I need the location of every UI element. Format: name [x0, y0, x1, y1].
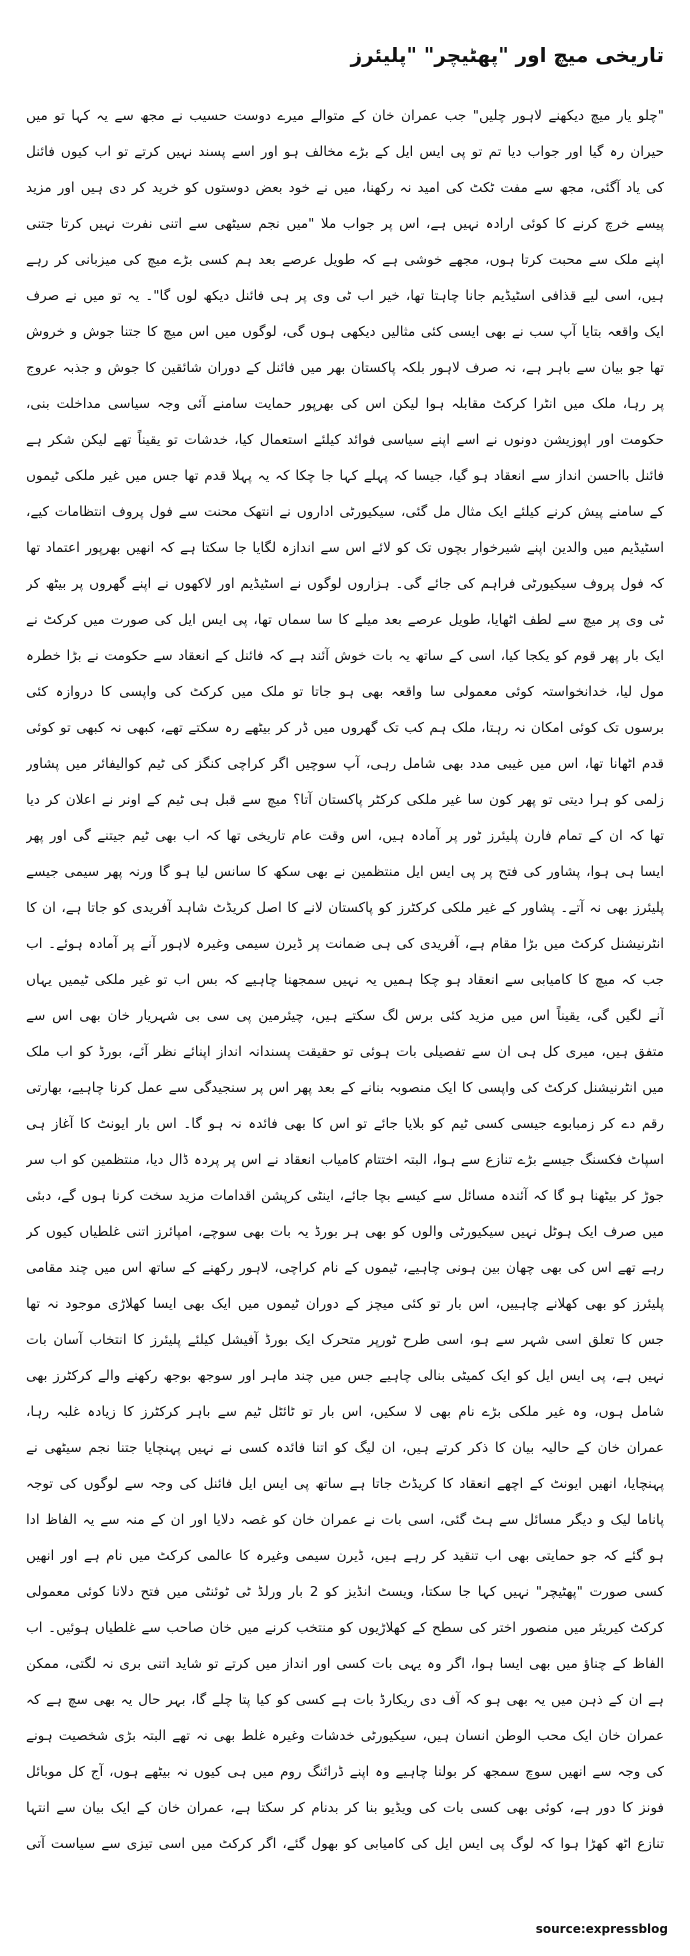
source-credit: source:expressblog [535, 1922, 668, 1936]
article-paragraph-1: "چلو یار میچ دیکھنے لاہور چلیں" جب عمران خان کے متوالے میرے دوست حسیب نے مجھ سے یہ کہا تو میں حیران رہ گیا اور جواب دیا تم تو پی ایس ایل کے بڑے مخالف ہو اور اسے پسند نہیں کرتے تو اب کیوں فائنل کی یاد آگئی، مجھ سے مفت ٹکٹ کی امید نہ رکھنا، میں نے خود بعض دوستوں کو خرید کر دی ہیں اور مزید پیسے خرچ کرنے کا کوئی ارادہ نہیں ہے، اس پر جواب ملا "میں نجم سیٹھی سے اتنی نفرت نہیں کرتا جتنی اپنے ملک سے محبت کرتا ہوں، مجھے خوشی ہے کہ طویل عرصے بعد ہم کسی بڑے میچ کی میزبانی کر رہے ہیں، اسی لیے قذافی اسٹیڈیم جانا چاہتا تھا، خیر اب ٹی وی پر ہی فائنل دیکھ لوں گا"۔ یہ تو میں نے صرف ایک واقعہ بتایا آپ سب نے بھی ایسی کئی مثالیں دیکھی ہوں گی، لوگوں میں اس میچ کا جتنا جوش و خروش تھا جو بیان سے باہر ہے، نہ صرف لاہور بلکہ پاکستان بھر میں فائنل کے دوران شائقین کا جوش و جذبہ عروج پر رہا، ملک میں انٹرا کرکٹ مقابلہ ہوا لیکن اس کی بھرپور حمایت سامنے آئی وجہ سیاسی مداخلت بنی، حکومت اور اپوزیشن دونوں نے اسے اپنے سیاسی فوائد کیلئے استعمال کیا، خدشات تو یقیناً تھے لیکن شکر ہے فائنل بااحسن انداز سے انعقاد ہو گیا، جیسا کہ پہلے کہا جا چکا کہ یہ پہلا قدم تھا جس میں غیر ملکی ٹیموں کے سامنے پیش کرنے کیلئے ایک مثال مل گئی، سیکیورٹی اداروں نے انتھک محنت سے فول پروف انتظامات کیے، اسٹیڈیم میں والدین اپنے شیرخوار بچوں تک کو لائے اس سے اندازہ لگایا جا سکتا ہے کہ انھیں بھرپور اعتماد تھا کہ فول پروف سیکیورٹی فراہم کی جائے گی۔ ہزاروں لوگوں نے اسٹیڈیم اور لاکھوں نے اپنے گھروں پر بیٹھ کر ٹی وی پر میچ سے لطف اٹھایا، طویل عرصے بعد میلے کا سا سماں تھا، پی ایس ایل کی صورت میں کرکٹ نے ایک بار پھر قوم کو یکجا کیا، اسی کے ساتھ یہ بات خوش آئند ہے کہ فائنل کے انعقاد سے حکومت نے بڑا خطرہ مول لیا، خدانخواستہ کوئی معمولی سا واقعہ بھی ہو جاتا تو ملک میں کرکٹ کی واپسی کا دروازہ کئی برسوں تک کوئی امکان نہ رہتا، ملک ہم کب تک گھروں میں ڈر کر بیٹھے رہ سکتے تھے، کبھی نہ کبھی تو کوئی قدم اٹھانا تھا، اس میں غیبی مدد بھی شامل رہی، آپ سوچیں اگر کراچی کنگز کی ٹیم کوالیفائر میں پشاور زلمی کو ہرا دیتی تو پھر کون سا غیر ملکی کرکٹر پاکستان آتا؟ میچ سے قبل ہی ٹیم کے اونر نے اعلان کر دیا تھا کہ ان کے تمام فارن پلیئرز ٹور پر آمادہ ہیں، اس وقت عام تاریخی تھا کہ اب بھی ٹیم جیتنے گی اور پھر ایسا ہی ہوا، پشاور کی فتح پر پی ایس ایل منتظمین نے بھی سکھ کا سانس لیا ہو گا ورنہ پھر سیمی جیسے پلیئرز بھی نہ آتے۔ پشاور کے غیر ملکی کرکٹرز کو پاکستان لانے کا اصل کریڈٹ شاہد آفریدی کو جاتا ہے، ان کا انٹرنیشنل کرکٹ میں بڑا مقام ہے، آفریدی کی ہی ضمانت پر ڈیرن سیمی وغیرہ لاہور آنے پر آمادہ ہوئے۔ اب جب کہ میچ کا کامیابی سے انعقاد ہو چکا ہمیں یہ نہیں سمجھنا چاہیے کہ بس اب تو غیر ملکی ٹیمیں یہاں آنے لگیں گی، یقیناً اس میں مزید کئی برس لگ سکتے ہیں، چیئرمین پی سی بی شہریار خان بھی اس سے متفق ہیں، میری کل ہی ان سے تفصیلی بات ہوئی تو حقیقت پسندانہ انداز اپنائے نظر آئے، بورڈ کو اب ملک میں انٹرنیشنل کرکٹ کی واپسی کا ایک منصوبہ بنانے کے بعد پھر اس پر سنجیدگی سے عمل کرنا چاہیے، بھارتی رقم دے کر زمبابوے جیسی کسی ٹیم کو بلایا جائے تو اس کا بھی فائدہ نہ ہو گا۔ اس بار ایونٹ کا آغاز ہی اسپاٹ فکسنگ جیسے بڑے تنازع سے ہوا، البتہ اختتام کامیاب انعقاد نے اس پر پردہ ڈال دیا، منتظمین کو اب سر جوڑ کر بیٹھنا ہو گا کہ آئندہ مسائل سے کیسے بچا جائے، اینٹی کرپشن اقدامات مزید سخت کرنا ہوں گے، دبئی میں صرف ایک ہوٹل نہیں سیکیورٹی والوں کو بھی ہر بورڈ یہ بات بھی سوچے، امپائرز اتنی غلطیاں کیوں کر رہے تھے اس کی بھی چھان بین ہونی چاہیے، ٹیموں کے نام کراچی، لاہور رکھنے کے ساتھ اس میں چند مقامی پلیئرز کو بھی کھلانے چاہییں، اس بار تو کئی میچز کے دوران ٹیموں میں ایک بھی ایسا کھلاڑی موجود نہ تھا جس کا تعلق اسی شہر سے ہو، اسی طرح ٹورپر متحرک ایک بورڈ آفیشل کیلئے پلیئرز کا انتخاب آسان بات نہیں ہے، پی ایس ایل کو ایک کمیٹی بنالی چاہیے جس میں چند ماہر اور سوجھ بوجھ رکھنے والے کرکٹرز بھی شامل ہوں، وہ غیر ملکی بڑے نام بھی لا سکیں، اس بار تو ٹائٹل ٹیم سے باہر کرکٹرز کا زیادہ غلبہ رہا، عمران خان کے حالیہ بیان کا ذکر کرتے ہیں، ان لیگ کو اتنا فائدہ کسی نے نہیں پہنچایا جتنا نجم سیٹھی نے پہنچایا، انھیں ایونٹ کے اچھے انعقاد کا کریڈٹ جاتا ہے ساتھ پی ایس ایل فائنل کی وجہ سے لوگوں کی توجہ پاناما لیک و دیگر مسائل سے ہٹ گئی، اسی بات نے عمران خان کو غصہ دلایا اور ان کے منہ سے یہ الفاظ ادا ہو گئے کہ جو حمایتی بھی اب تنقید کر رہے ہیں، ڈیرن سیمی وغیرہ کا عالمی کرکٹ میں نام ہے اور انھیں کسی صورت "پھٹیچر" نہیں کہا جا سکتا، ویسٹ انڈیز کو 2 بار ورلڈ ٹی ٹوئنٹی میں فتح دلانا کوئی معمولی [26, 108, 664, 1600]
article-title: تاریخی میچ اور "پھٹیچر" "پلیئرز [350, 43, 664, 67]
article-paragraph-2: کرکٹ کیریئر میں منصور اختر کی سطح کے کھلاڑیوں کو منتخب کرنے میں خان صاحب سے غلطیاں ہوئیں۔ اب الفاظ کے چناؤ میں بھی ایسا ہوا، اگر وہ یہی بات کسی اور انداز میں کرتے تو شاید اتنی بری نہ لگتی، ممکن ہے ان کے ذہن میں یہ بھی ہو کہ آف دی ریکارڈ بات ہے کسی کو کیا پتا چلے گا، بہر حال یہ بھی سچ ہے کہ عمران خان ایک محب الوطن انسان ہیں، سیکیورٹی خدشات وغیرہ غلط بھی نہ تھے البتہ بڑی شخصیت ہونے کی وجہ سے انھیں سوچ سمجھ کر بولنا چاہیے وہ اپنے ڈرائنگ روم میں ہی کیوں نہ بیٹھے ہوں، آج کل موبائل فونز کا دور ہے، کوئی بھی کسی بات کی ویڈیو بنا کر بدنام کر سکتا ہے، عمران خان کے ایک بیان سے انتہا تنازع اٹھ کھڑا ہوا کہ لوگ پی ایس ایل کی کامیابی کو بھول گئے، اگر کرکٹ میں اسی تیزی سے سیاست آتی [26, 1620, 664, 1852]
